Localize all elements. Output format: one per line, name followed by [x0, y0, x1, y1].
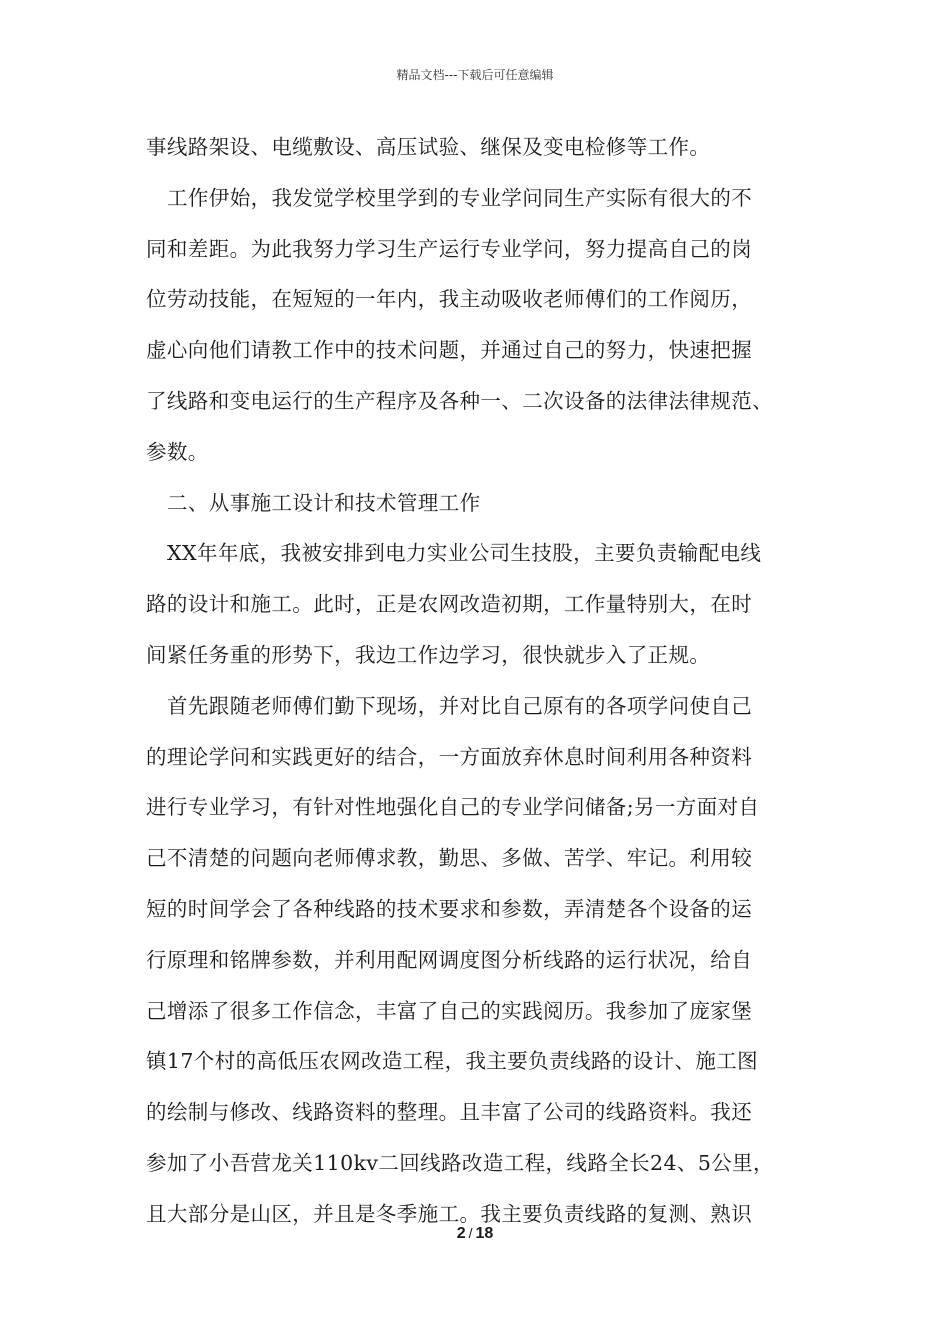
- text-line: 行原理和铭牌参数，并利用配网调度图分析线路的运行状况，给自: [146, 947, 753, 972]
- text-line: 虚心向他们请教工作中的技术问题，并通过自己的努力，快速把握: [146, 338, 753, 363]
- text-line: 参加了小吾营龙关110kv二回线路改造工程，线路全长24、5公里，: [146, 1150, 774, 1175]
- current-page-number: 2: [456, 1225, 466, 1242]
- text-line: 事线路架设、电缆敷设、高压试验、继保及变电检修等工作。: [146, 135, 711, 159]
- page-number: [0, 1225, 950, 1243]
- text-line: 己不清楚的问题向老师傅求教，勤思、多做、苦学、牢记。利用较: [146, 846, 753, 871]
- text-line: 同和差距。为此我努力学习生产运行专业学问，努力提高自己的岗: [146, 236, 753, 261]
- text-line: 且大部分是山区，并且是冬季施工。我主要负责线路的复测、熟识: [146, 1201, 753, 1226]
- text-line: 己增添了很多工作信念，丰富了自己的实践阅历。我参加了庞家堡: [146, 998, 753, 1023]
- total-pages-number: 18: [475, 1225, 494, 1242]
- text-line: 的绘制与修改、线路资料的整理。且丰富了公司的线路资料。我还: [146, 1100, 753, 1125]
- text-line: 的理论学问和实践更好的结合，一方面放弃休息时间利用各种资料: [146, 744, 753, 769]
- text-line: 进行专业学习，有针对性地强化自己的专业学问储备;另一方面对自: [146, 795, 760, 820]
- text-line: 镇17个村的高低压农网改造工程，我主要负责线路的设计、施工图: [146, 1049, 759, 1074]
- text-line: 短的时间学会了各种线路的技术要求和参数，弄清楚各个设备的运: [146, 896, 753, 921]
- page-header: 精品文档---下载后可任意编辑: [396, 68, 554, 82]
- text-line: 了线路和变电运行的生产程序及各种一、二次设备的法律法律规范、: [146, 388, 773, 413]
- text-line: 参数。: [146, 439, 209, 464]
- text-line: 路的设计和施工。此时，正是农网改造初期，工作量特别大，在时: [146, 592, 753, 617]
- page-separator: /: [468, 1225, 473, 1241]
- text-line: 工作伊始，我发觉学校里学到的专业学问同生产实际有很大的不: [167, 185, 753, 210]
- text-line: 位劳动技能，在短短的一年内，我主动吸收老师傅们的工作阅历，: [146, 287, 753, 312]
- text-line: 首先跟随老师傅们勤下现场，并对比自己原有的各项学问使自己: [167, 693, 753, 718]
- document-body: [146, 122, 826, 1240]
- text-line: XX年年底，我被安排到电力实业公司生技股，主要负责输配电线: [167, 541, 762, 566]
- text-line: 间紧任务重的形势下，我边工作边学习，很快就步入了正规。: [146, 642, 711, 667]
- section-heading: 二、从事施工设计和技术管理工作: [167, 490, 481, 515]
